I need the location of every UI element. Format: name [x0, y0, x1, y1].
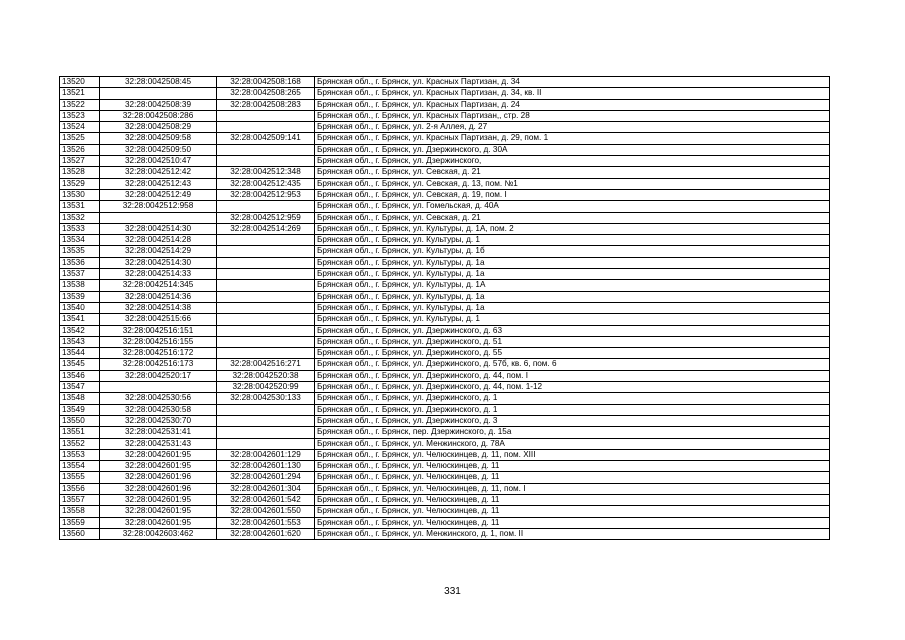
row-number-cell: 13535	[60, 246, 100, 257]
address-cell: Брянская обл., г. Брянск, ул. Дзержинского, д. 3	[315, 415, 830, 426]
table-row	[60, 144, 830, 155]
parcel-cadastral-cell: 32:28:0042531:43	[100, 438, 217, 449]
row-number-cell: 13547	[60, 382, 100, 393]
object-cadastral-cell: 32:28:0042509:141	[217, 133, 315, 144]
address-cell: Брянская обл., г. Брянск, ул. Севская, д. 21	[315, 167, 830, 178]
row-number-cell: 13523	[60, 110, 100, 121]
page-number: 331	[444, 586, 461, 597]
table-row	[60, 133, 830, 144]
parcel-cadastral-cell: 32:28:0042512:958	[100, 201, 217, 212]
object-cadastral-cell	[217, 325, 315, 336]
table-row	[60, 257, 830, 268]
object-cadastral-cell: 32:28:0042520:38	[217, 370, 315, 381]
object-cadastral-cell	[217, 110, 315, 121]
address-cell: Брянская обл., г. Брянск, пер. Дзержинского, д. 15а	[315, 427, 830, 438]
object-cadastral-cell	[217, 201, 315, 212]
row-number-cell: 13551	[60, 427, 100, 438]
parcel-cadastral-cell: 32:28:0042603:462	[100, 528, 217, 539]
row-number-cell: 13538	[60, 280, 100, 291]
cadastral-table	[59, 76, 830, 540]
parcel-cadastral-cell	[100, 382, 217, 393]
table-row	[60, 189, 830, 200]
object-cadastral-cell: 32:28:0042512:348	[217, 167, 315, 178]
address-cell: Брянская обл., г. Брянск, ул. Севская, д. 13, пом. №1	[315, 178, 830, 189]
parcel-cadastral-cell: 32:28:0042512:42	[100, 167, 217, 178]
parcel-cadastral-cell: 32:28:0042508:45	[100, 77, 217, 88]
table-row	[60, 359, 830, 370]
object-cadastral-cell: 32:28:0042514:269	[217, 223, 315, 234]
address-cell: Брянская обл., г. Брянск, ул. Челюскинцев, д. 11	[315, 506, 830, 517]
row-number-cell: 13532	[60, 212, 100, 223]
address-cell: Брянская обл., г. Брянск, ул. Челюскинцев, д. 11	[315, 517, 830, 528]
address-cell: Брянская обл., г. Брянск, ул. Дзержинского, д. 1	[315, 393, 830, 404]
address-cell: Брянская обл., г. Брянск, ул. Дзержинского, д. 57б, кв. 6, пом. 6	[315, 359, 830, 370]
address-cell: Брянская обл., г. Брянск, ул. Дзержинского, д. 1	[315, 404, 830, 415]
parcel-cadastral-cell: 32:28:0042530:56	[100, 393, 217, 404]
object-cadastral-cell	[217, 280, 315, 291]
object-cadastral-cell	[217, 269, 315, 280]
table-body	[60, 77, 830, 540]
table-row	[60, 449, 830, 460]
table-row	[60, 517, 830, 528]
address-cell: Брянская обл., г. Брянск, ул. Дзержинского, д. 55	[315, 348, 830, 359]
address-cell: Брянская обл., г. Брянск, ул. Дзержинского, д. 30А	[315, 144, 830, 155]
address-cell: Брянская обл., г. Брянск, ул. Челюскинцев, д. 11, пом. XIII	[315, 449, 830, 460]
parcel-cadastral-cell: 32:28:0042514:29	[100, 246, 217, 257]
object-cadastral-cell: 32:28:0042520:99	[217, 382, 315, 393]
table-row	[60, 235, 830, 246]
object-cadastral-cell	[217, 427, 315, 438]
table-row	[60, 201, 830, 212]
address-cell: Брянская обл., г. Брянск, ул. Челюскинцев, д. 11, пом. I	[315, 483, 830, 494]
object-cadastral-cell: 32:28:0042512:959	[217, 212, 315, 223]
table-row	[60, 528, 830, 539]
row-number-cell: 13559	[60, 517, 100, 528]
address-cell: Брянская обл., г. Брянск, ул. Дзержинского,	[315, 156, 830, 167]
table-row	[60, 506, 830, 517]
table-row	[60, 461, 830, 472]
object-cadastral-cell: 32:28:0042508:283	[217, 99, 315, 110]
parcel-cadastral-cell: 32:28:0042516:155	[100, 336, 217, 347]
object-cadastral-cell: 32:28:0042530:133	[217, 393, 315, 404]
parcel-cadastral-cell: 32:28:0042514:30	[100, 257, 217, 268]
row-number-cell: 13530	[60, 189, 100, 200]
table-row	[60, 415, 830, 426]
address-cell: Брянская обл., г. Брянск, ул. Культуры, д. 1а	[315, 257, 830, 268]
row-number-cell: 13524	[60, 122, 100, 133]
parcel-cadastral-cell: 32:28:0042510:47	[100, 156, 217, 167]
object-cadastral-cell	[217, 404, 315, 415]
row-number-cell: 13527	[60, 156, 100, 167]
address-cell: Брянская обл., г. Брянск, ул. Гомельская, д. 40А	[315, 201, 830, 212]
object-cadastral-cell: 32:28:0042601:620	[217, 528, 315, 539]
address-cell: Брянская обл., г. Брянск, ул. Красных Партизан, д. 34, кв. II	[315, 88, 830, 99]
parcel-cadastral-cell: 32:28:0042509:50	[100, 144, 217, 155]
table-row	[60, 291, 830, 302]
object-cadastral-cell	[217, 246, 315, 257]
address-cell: Брянская обл., г. Брянск, ул. Дзержинского, д. 44, пом. 1-12	[315, 382, 830, 393]
table-row	[60, 438, 830, 449]
row-number-cell: 13533	[60, 223, 100, 234]
parcel-cadastral-cell: 32:28:0042508:286	[100, 110, 217, 121]
table-row	[60, 223, 830, 234]
address-cell: Брянская обл., г. Брянск, ул. Красных Партизан,, стр. 28	[315, 110, 830, 121]
row-number-cell: 13558	[60, 506, 100, 517]
table-row	[60, 370, 830, 381]
table-row	[60, 167, 830, 178]
address-cell: Брянская обл., г. Брянск, ул. Культуры, д. 1а	[315, 302, 830, 313]
object-cadastral-cell	[217, 156, 315, 167]
table-row	[60, 110, 830, 121]
parcel-cadastral-cell: 32:28:0042508:39	[100, 99, 217, 110]
parcel-cadastral-cell: 32:28:0042516:173	[100, 359, 217, 370]
object-cadastral-cell	[217, 415, 315, 426]
address-cell: Брянская обл., г. Брянск, ул. Культуры, д. 1	[315, 314, 830, 325]
object-cadastral-cell: 32:28:0042601:550	[217, 506, 315, 517]
parcel-cadastral-cell: 32:28:0042508:29	[100, 122, 217, 133]
table-row	[60, 494, 830, 505]
parcel-cadastral-cell: 32:28:0042516:172	[100, 348, 217, 359]
row-number-cell: 13529	[60, 178, 100, 189]
address-cell: Брянская обл., г. Брянск, ул. Челюскинцев, д. 11	[315, 461, 830, 472]
address-cell: Брянская обл., г. Брянск, ул. Культуры, д. 1	[315, 235, 830, 246]
address-cell: Брянская обл., г. Брянск, ул. Севская, д. 19, пом. I	[315, 189, 830, 200]
row-number-cell: 13542	[60, 325, 100, 336]
object-cadastral-cell	[217, 144, 315, 155]
row-number-cell: 13544	[60, 348, 100, 359]
table-row	[60, 77, 830, 88]
row-number-cell: 13554	[60, 461, 100, 472]
row-number-cell: 13556	[60, 483, 100, 494]
object-cadastral-cell: 32:28:0042508:265	[217, 88, 315, 99]
object-cadastral-cell	[217, 348, 315, 359]
object-cadastral-cell: 32:28:0042508:168	[217, 77, 315, 88]
address-cell: Брянская обл., г. Брянск, ул. Культуры, д. 1а	[315, 291, 830, 302]
table-row	[60, 382, 830, 393]
table-row	[60, 483, 830, 494]
parcel-cadastral-cell: 32:28:0042601:95	[100, 506, 217, 517]
parcel-cadastral-cell: 32:28:0042531:41	[100, 427, 217, 438]
object-cadastral-cell	[217, 302, 315, 313]
address-cell: Брянская обл., г. Брянск, ул. Культуры, д. 1А	[315, 280, 830, 291]
parcel-cadastral-cell: 32:28:0042601:96	[100, 483, 217, 494]
parcel-cadastral-cell: 32:28:0042514:28	[100, 235, 217, 246]
row-number-cell: 13525	[60, 133, 100, 144]
object-cadastral-cell: 32:28:0042512:435	[217, 178, 315, 189]
object-cadastral-cell: 32:28:0042601:294	[217, 472, 315, 483]
row-number-cell: 13543	[60, 336, 100, 347]
table-row	[60, 302, 830, 313]
table-row	[60, 269, 830, 280]
address-cell: Брянская обл., г. Брянск, ул. Менжинского, д. 78А	[315, 438, 830, 449]
row-number-cell: 13540	[60, 302, 100, 313]
object-cadastral-cell	[217, 336, 315, 347]
table-row	[60, 88, 830, 99]
object-cadastral-cell	[217, 438, 315, 449]
row-number-cell: 13545	[60, 359, 100, 370]
row-number-cell: 13550	[60, 415, 100, 426]
object-cadastral-cell: 32:28:0042601:553	[217, 517, 315, 528]
row-number-cell: 13549	[60, 404, 100, 415]
object-cadastral-cell	[217, 314, 315, 325]
parcel-cadastral-cell: 32:28:0042514:38	[100, 302, 217, 313]
parcel-cadastral-cell: 32:28:0042512:43	[100, 178, 217, 189]
table-row	[60, 348, 830, 359]
object-cadastral-cell: 32:28:0042601:542	[217, 494, 315, 505]
row-number-cell: 13528	[60, 167, 100, 178]
address-cell: Брянская обл., г. Брянск, ул. 2-я Аллея, д. 27	[315, 122, 830, 133]
row-number-cell: 13531	[60, 201, 100, 212]
address-cell: Брянская обл., г. Брянск, ул. Культуры, д. 1А, пом. 2	[315, 223, 830, 234]
address-cell: Брянская обл., г. Брянск, ул. Красных Партизан, д. 24	[315, 99, 830, 110]
parcel-cadastral-cell: 32:28:0042516:151	[100, 325, 217, 336]
row-number-cell: 13541	[60, 314, 100, 325]
table-row	[60, 336, 830, 347]
object-cadastral-cell: 32:28:0042516:271	[217, 359, 315, 370]
row-number-cell: 13546	[60, 370, 100, 381]
table-row	[60, 178, 830, 189]
parcel-cadastral-cell: 32:28:0042514:33	[100, 269, 217, 280]
object-cadastral-cell: 32:28:0042601:304	[217, 483, 315, 494]
address-cell: Брянская обл., г. Брянск, ул. Дзержинского, д. 44, пом. I	[315, 370, 830, 381]
parcel-cadastral-cell	[100, 88, 217, 99]
table-row	[60, 325, 830, 336]
parcel-cadastral-cell: 32:28:0042601:95	[100, 461, 217, 472]
address-cell: Брянская обл., г. Брянск, ул. Дзержинского, д. 63	[315, 325, 830, 336]
parcel-cadastral-cell: 32:28:0042514:36	[100, 291, 217, 302]
table-row	[60, 99, 830, 110]
row-number-cell: 13526	[60, 144, 100, 155]
object-cadastral-cell: 32:28:0042512:953	[217, 189, 315, 200]
parcel-cadastral-cell: 32:28:0042512:49	[100, 189, 217, 200]
address-cell: Брянская обл., г. Брянск, ул. Культуры, д. 1а	[315, 269, 830, 280]
row-number-cell: 13552	[60, 438, 100, 449]
table-row	[60, 246, 830, 257]
parcel-cadastral-cell: 32:28:0042520:17	[100, 370, 217, 381]
address-cell: Брянская обл., г. Брянск, ул. Менжинского, д. 1, пом. II	[315, 528, 830, 539]
row-number-cell: 13555	[60, 472, 100, 483]
parcel-cadastral-cell: 32:28:0042601:95	[100, 449, 217, 460]
object-cadastral-cell	[217, 257, 315, 268]
parcel-cadastral-cell: 32:28:0042515:66	[100, 314, 217, 325]
table-row	[60, 427, 830, 438]
table-row	[60, 314, 830, 325]
row-number-cell: 13520	[60, 77, 100, 88]
row-number-cell: 13537	[60, 269, 100, 280]
table-row	[60, 212, 830, 223]
row-number-cell: 13536	[60, 257, 100, 268]
parcel-cadastral-cell: 32:28:0042514:30	[100, 223, 217, 234]
address-cell: Брянская обл., г. Брянск, ул. Культуры, д. 1б	[315, 246, 830, 257]
object-cadastral-cell	[217, 122, 315, 133]
table-row	[60, 472, 830, 483]
row-number-cell: 13557	[60, 494, 100, 505]
row-number-cell: 13539	[60, 291, 100, 302]
parcel-cadastral-cell: 32:28:0042530:58	[100, 404, 217, 415]
object-cadastral-cell: 32:28:0042601:130	[217, 461, 315, 472]
object-cadastral-cell: 32:28:0042601:129	[217, 449, 315, 460]
table-row	[60, 393, 830, 404]
parcel-cadastral-cell: 32:28:0042601:95	[100, 494, 217, 505]
address-cell: Брянская обл., г. Брянск, ул. Красных Партизан, д. 29, пом. 1	[315, 133, 830, 144]
parcel-cadastral-cell: 32:28:0042509:58	[100, 133, 217, 144]
table-row	[60, 404, 830, 415]
row-number-cell: 13522	[60, 99, 100, 110]
row-number-cell: 13521	[60, 88, 100, 99]
parcel-cadastral-cell: 32:28:0042530:70	[100, 415, 217, 426]
parcel-cadastral-cell: 32:28:0042601:96	[100, 472, 217, 483]
address-cell: Брянская обл., г. Брянск, ул. Челюскинцев, д. 11	[315, 472, 830, 483]
parcel-cadastral-cell: 32:28:0042601:95	[100, 517, 217, 528]
object-cadastral-cell	[217, 235, 315, 246]
address-cell: Брянская обл., г. Брянск, ул. Челюскинцев, д. 11	[315, 494, 830, 505]
table-row	[60, 280, 830, 291]
row-number-cell: 13548	[60, 393, 100, 404]
table-row	[60, 156, 830, 167]
object-cadastral-cell	[217, 291, 315, 302]
address-cell: Брянская обл., г. Брянск, ул. Севская, д. 21	[315, 212, 830, 223]
row-number-cell: 13553	[60, 449, 100, 460]
address-cell: Брянская обл., г. Брянск, ул. Красных Партизан, д. 34	[315, 77, 830, 88]
address-cell: Брянская обл., г. Брянск, ул. Дзержинского, д. 51	[315, 336, 830, 347]
row-number-cell: 13560	[60, 528, 100, 539]
row-number-cell: 13534	[60, 235, 100, 246]
table-row	[60, 122, 830, 133]
parcel-cadastral-cell: 32:28:0042514:345	[100, 280, 217, 291]
parcel-cadastral-cell	[100, 212, 217, 223]
